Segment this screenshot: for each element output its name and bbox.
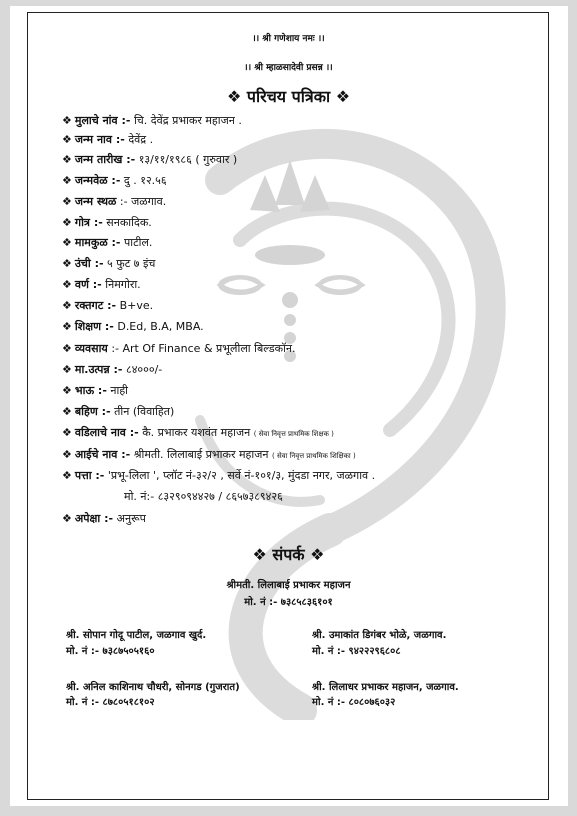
profile-row bbox=[62, 114, 242, 128]
profile-row bbox=[62, 153, 237, 167]
page-title: ❖ परिचय पत्रिका ❖ bbox=[226, 87, 351, 106]
profile-note: ( सेवा निवृत्त प्राथमिक शिक्षक ) bbox=[253, 430, 334, 438]
contact-name: श्री. उमाकांत डिगंबर भोळे, जळगाव. bbox=[312, 630, 447, 641]
profile-value: नाही bbox=[110, 384, 129, 397]
profile-row bbox=[62, 257, 155, 271]
bullet-diamond-icon: ❖ bbox=[62, 299, 72, 312]
profile-row bbox=[62, 236, 152, 250]
invocation-mhalsadevi: ।। श्री म्हाळसादेवी प्रसन्न ।। bbox=[244, 63, 333, 73]
bullet-diamond-icon: ❖ bbox=[62, 114, 72, 127]
profile-row bbox=[62, 384, 128, 398]
profile-note: ( सेवा निवृत्त प्राथमिक शिक्षिका ) bbox=[272, 452, 356, 460]
profile-row bbox=[62, 512, 146, 526]
bullet-diamond-icon: ❖ bbox=[62, 257, 72, 270]
contact-phone: मो. नं :- ८७८०५१८१०२ bbox=[66, 697, 155, 708]
profile-value: :- जळगाव. bbox=[119, 195, 167, 208]
contact-name: श्री. सोपान गोदू पाटील, जळगाव खुर्द. bbox=[66, 630, 207, 641]
profile-label: जन्मवेळ :- bbox=[74, 174, 121, 187]
profile-row bbox=[62, 448, 356, 463]
profile-row bbox=[62, 174, 167, 188]
profile-row bbox=[62, 278, 141, 292]
profile-label: भाऊ :- bbox=[74, 384, 107, 397]
bullet-diamond-icon: ❖ bbox=[62, 320, 72, 333]
profile-row bbox=[62, 299, 153, 313]
profile-label: मुलाचे नांव :- bbox=[74, 114, 131, 127]
profile-value: ८४०००/- bbox=[125, 363, 163, 376]
profile-value: अनुरूप bbox=[116, 512, 146, 525]
profile-row bbox=[62, 469, 375, 483]
profile-label: वडिलाचे नाव :- bbox=[74, 426, 139, 439]
contact-phone: मो. नं :- ८०८०७६०३२ bbox=[312, 697, 396, 708]
profile-label: जन्म स्थळ bbox=[74, 195, 117, 208]
profile-value: मो. नं:- ८३२९०९४४२७ / ८६५७३८९४२६ bbox=[124, 490, 283, 503]
contact-heading: ❖ संपर्क ❖ bbox=[252, 545, 325, 564]
bullet-diamond-icon: ❖ bbox=[62, 363, 72, 376]
profile-value: D.Ed, B.A, MBA. bbox=[117, 320, 204, 333]
bullet-diamond-icon: ❖ bbox=[62, 174, 72, 187]
profile-label: उंची :- bbox=[74, 257, 104, 270]
contact-name: श्री. अनिल काशिनाथ चौधरी, सोनगड (गुजरात) bbox=[66, 682, 240, 693]
profile-row bbox=[62, 426, 334, 441]
profile-value: तीन (विवाहित) bbox=[114, 405, 175, 418]
profile-row bbox=[62, 342, 296, 356]
profile-label: पत्ता :- bbox=[74, 469, 105, 482]
profile-label: रक्तगट :- bbox=[74, 299, 117, 312]
contact-phone: मो. नं :- ९४२२२९६८०८ bbox=[312, 646, 401, 657]
profile-value: :- Art Of Finance & प्रभूलीला बिल्डकॉन. bbox=[111, 342, 296, 355]
profile-value: १३/११/१९८६ ( गुरुवार ) bbox=[138, 153, 238, 166]
profile-value: श्रीमती. लिलाबाई प्रभाकर महाजन bbox=[133, 448, 269, 461]
profile-label: जन्म तारीख :- bbox=[74, 153, 136, 166]
profile-value: दु . १२.५६ bbox=[123, 174, 167, 187]
invocation-ganesh: ।। श्री गणेशाय नमः ।। bbox=[252, 34, 325, 44]
bullet-diamond-icon: ❖ bbox=[62, 216, 72, 229]
contact-phone: मो. नं :- ७३८७५०५१६० bbox=[66, 646, 155, 657]
profile-label: गोत्र :- bbox=[74, 216, 103, 229]
profile-row bbox=[62, 363, 162, 377]
profile-value: 'प्रभू-लिला ', प्लॉट नं-३२/२ , सर्वे नं-१०१/३, मुंदडा नगर, जळगाव . bbox=[107, 469, 376, 482]
bullet-diamond-icon: ❖ bbox=[62, 512, 72, 525]
bullet-diamond-icon: ❖ bbox=[62, 405, 72, 418]
profile-row bbox=[62, 320, 204, 334]
profile-value: सनकादिक. bbox=[106, 216, 152, 229]
bullet-diamond-icon: ❖ bbox=[62, 236, 72, 249]
bullet-diamond-icon: ❖ bbox=[62, 133, 72, 146]
profile-row bbox=[124, 490, 283, 504]
profile-label: व्यवसाय bbox=[74, 342, 108, 355]
profile-row bbox=[62, 216, 152, 230]
profile-label: अपेक्षा :- bbox=[74, 512, 114, 525]
profile-value: देवेंद्र . bbox=[128, 133, 154, 146]
contact-name: श्री. लिलाधर प्रभाकर महाजन, जळगाव. bbox=[312, 682, 459, 693]
contact-main-name: श्रीमती. लिलाबाई प्रभाकर महाजन bbox=[226, 580, 351, 591]
profile-value: कै. प्रभाकर यशवंत महाजन bbox=[142, 426, 251, 439]
profile-row bbox=[62, 133, 153, 147]
bullet-diamond-icon: ❖ bbox=[62, 153, 72, 166]
bullet-diamond-icon: ❖ bbox=[62, 342, 72, 355]
bullet-diamond-icon: ❖ bbox=[62, 469, 72, 482]
profile-value: पाटील. bbox=[123, 236, 153, 249]
profile-label: मामकुळ :- bbox=[74, 236, 121, 249]
bullet-diamond-icon: ❖ bbox=[62, 426, 72, 439]
bullet-diamond-icon: ❖ bbox=[62, 448, 72, 461]
profile-row bbox=[62, 405, 174, 419]
contact-main-phone: मो. नं :- ७३८५८३६१०१ bbox=[244, 597, 333, 608]
bullet-diamond-icon: ❖ bbox=[62, 384, 72, 397]
bullet-diamond-icon: ❖ bbox=[62, 278, 72, 291]
profile-value: निमगोरा. bbox=[105, 278, 141, 291]
profile-label: वर्ण :- bbox=[74, 278, 102, 291]
bullet-diamond-icon: ❖ bbox=[62, 195, 72, 208]
profile-label: जन्म नाव :- bbox=[74, 133, 125, 146]
profile-value: ५ फुट ७ इंच bbox=[107, 257, 156, 270]
profile-label: शिक्षण :- bbox=[74, 320, 114, 333]
profile-value: चि. देवेंद्र प्रभाकर महाजन . bbox=[133, 114, 242, 127]
profile-row bbox=[62, 195, 166, 209]
profile-label: बहिण :- bbox=[74, 405, 111, 418]
profile-label: मा.उत्पन्न :- bbox=[74, 363, 123, 376]
profile-label: आईचे नाव :- bbox=[74, 448, 131, 461]
profile-value: B+ve. bbox=[119, 299, 154, 312]
